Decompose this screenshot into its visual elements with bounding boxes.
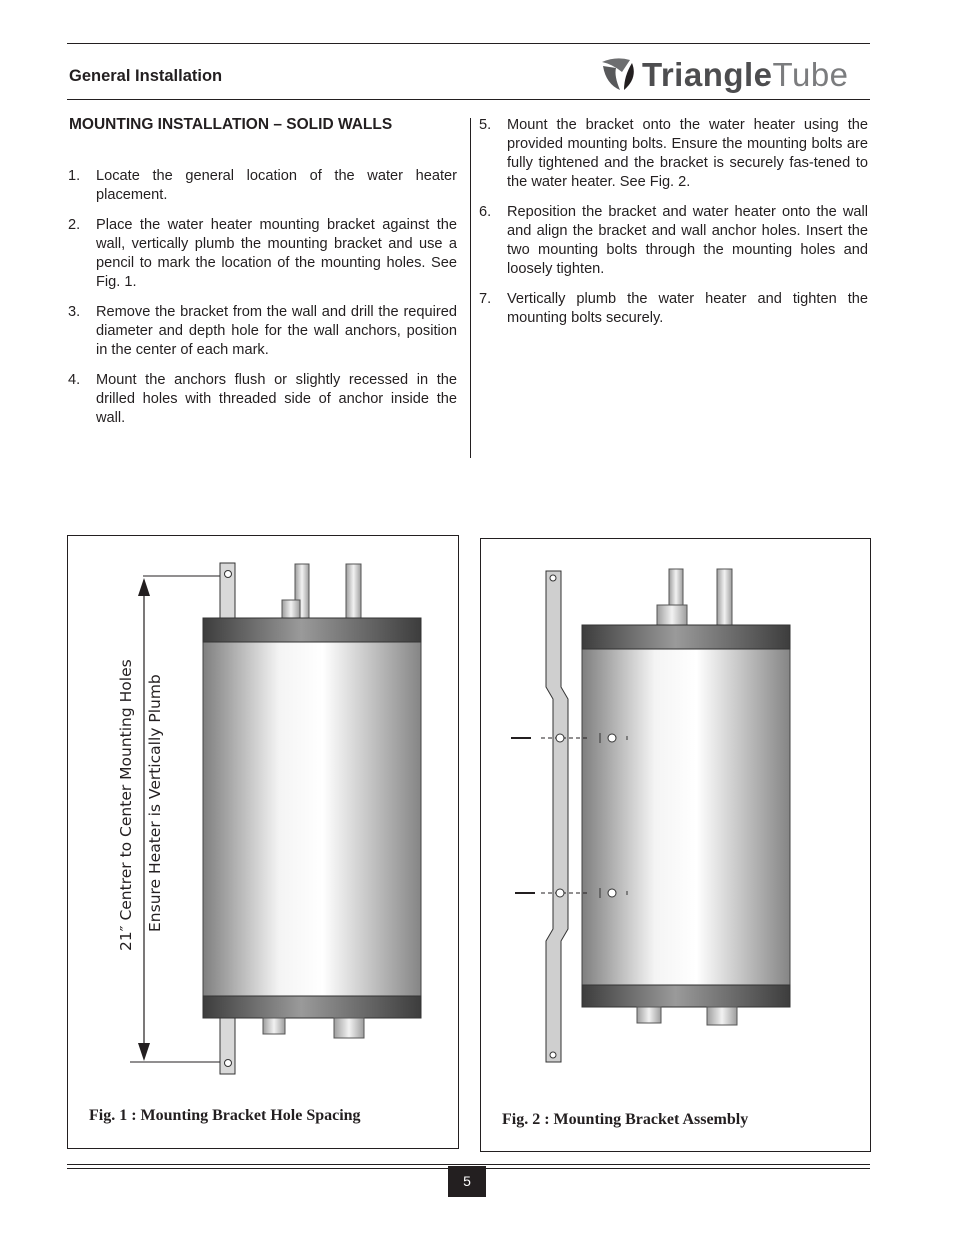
logo-mark-icon — [598, 54, 638, 94]
mounting-heading: MOUNTING INSTALLATION – SOLID WALLS — [69, 116, 393, 133]
step-item — [479, 116, 868, 192]
step-text: Locate the general location of the water heater placement. — [96, 168, 457, 203]
step-text: Mount the bracket onto the water heater using the provided mounting bolts. Ensure the mounting bolts are fully tightened and the bracket is securely fas-tened to the water heater. See Fig. 2. — [507, 117, 868, 190]
dimension-label: 21″ Centrer to Center Mounting Holes — [117, 659, 135, 951]
figure-1-caption: Fig. 1 : Mounting Bracket Hole Spacing — [89, 1107, 361, 1124]
step-item — [68, 303, 457, 360]
step-number: 5. — [479, 117, 492, 133]
page-number: 5 — [448, 1166, 486, 1197]
step-text: Vertically plumb the water heater and tighten the mounting bolts securely. — [507, 291, 868, 326]
step-item — [68, 371, 457, 428]
logo-brand-bold: Triangle — [642, 56, 773, 93]
fig2-illustration — [481, 539, 870, 1151]
step-text: Remove the bracket from the wall and drill the required diameter and depth hole for the wall anchors, position in the center of each mark. — [96, 304, 457, 358]
triangletube-logo — [598, 54, 868, 96]
step-text: Reposition the bracket and water heater onto the wall and align the bracket and wall anchor holes. Insert the two mounting bolts through the mounting holes and loosely tighten. — [507, 204, 868, 277]
step-number: 6. — [479, 204, 492, 220]
header-bottom-rule — [67, 99, 870, 100]
figure-2-caption: Fig. 2 : Mounting Bracket Assembly — [502, 1111, 749, 1128]
section-title: General Installation — [69, 67, 223, 85]
step-text: Place the water heater mounting bracket against the wall, vertically plumb the mounting bracket and use a pencil to mark the location of the mounting holes. See Fig. 1. — [96, 217, 457, 290]
step-item — [68, 167, 457, 205]
column-divider — [470, 118, 471, 458]
step-number: 7. — [479, 291, 492, 307]
step-number: 3. — [68, 304, 81, 320]
step-text: Mount the anchors flush or slightly recessed in the drilled holes with threaded side of anchor inside the wall. — [96, 372, 457, 426]
step-number: 2. — [68, 217, 81, 233]
step-number: 1. — [68, 168, 81, 184]
steps-list-right — [479, 116, 868, 339]
plumb-label: Ensure Heater is Vertically Plumb — [146, 674, 164, 932]
step-number: 4. — [68, 372, 81, 388]
step-item — [68, 216, 457, 292]
figure-2 — [480, 538, 871, 1152]
figure-1 — [67, 535, 459, 1149]
steps-list-left — [68, 167, 457, 439]
step-item — [479, 203, 868, 279]
header-top-rule — [67, 43, 870, 44]
logo-brand-light: Tube — [772, 56, 849, 93]
step-item — [479, 290, 868, 328]
footer-rule-top — [67, 1164, 870, 1165]
